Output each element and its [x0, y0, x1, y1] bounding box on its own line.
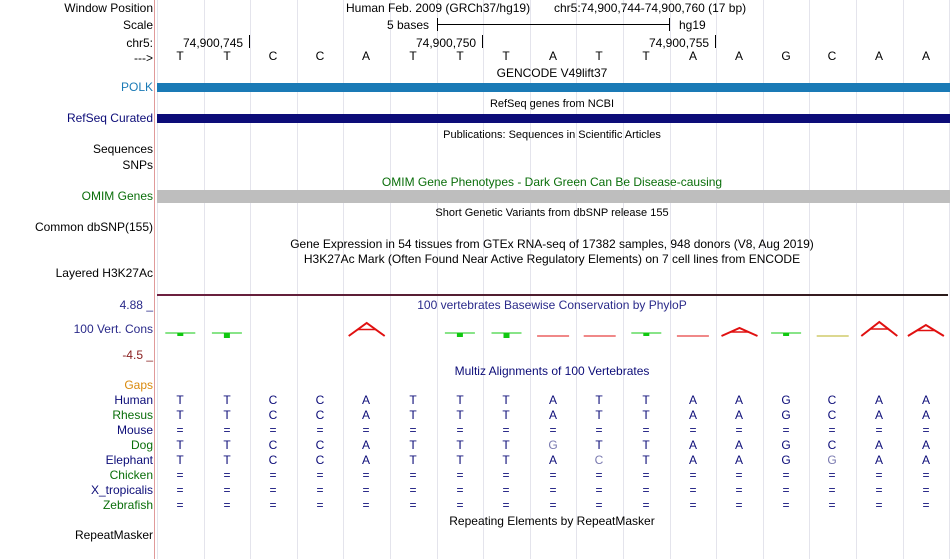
snps-label[interactable]: SNPs — [122, 158, 153, 172]
alignment-base: = — [595, 468, 603, 482]
alignment-base: = — [223, 423, 231, 437]
vert-cons-label[interactable]: 100 Vert. Cons — [73, 322, 153, 336]
alignment-base: T — [595, 408, 603, 422]
alignment-base: = — [689, 498, 697, 512]
alignment-base: = — [223, 468, 231, 482]
alignment-base: = — [176, 483, 184, 497]
alignment-base: = — [922, 483, 930, 497]
alignment-base: = — [875, 468, 883, 482]
base-letter: A — [734, 49, 743, 63]
scale-db: hg19 — [679, 18, 706, 32]
alignment-base: A — [361, 438, 370, 452]
alignment-base: A — [734, 393, 743, 407]
alignment-base: A — [874, 438, 883, 452]
position-label-1: 74,900,745 — [183, 36, 244, 50]
gaps-label[interactable]: Gaps — [124, 378, 153, 392]
alignment-base: C — [268, 438, 278, 452]
phylop-conservation-plot — [0, 318, 950, 358]
position-label-3: 74,900,755 — [649, 36, 710, 50]
alignment-base: T — [595, 438, 603, 452]
base-letter: T — [502, 49, 510, 63]
alignment-base: = — [176, 423, 184, 437]
alignment-base: = — [642, 468, 650, 482]
phylop-score-bar — [504, 333, 510, 338]
species-label-x-tropicalis[interactable]: X_tropicalis — [90, 483, 153, 497]
base-letter: T — [223, 49, 231, 63]
alignment-base: = — [409, 423, 417, 437]
alignment-base: = — [735, 423, 743, 437]
alignment-base: A — [921, 393, 930, 407]
alignment-base: A — [734, 408, 743, 422]
alignment-base: = — [456, 423, 464, 437]
alignment-base: T — [502, 453, 510, 467]
alignment-base: = — [502, 483, 510, 497]
alignment-base: = — [735, 483, 743, 497]
alignment-base: T — [176, 408, 184, 422]
sequences-label[interactable]: Sequences — [92, 142, 153, 156]
alignment-base: = — [223, 483, 231, 497]
scale-bar-left-tick — [437, 18, 438, 31]
omim-label[interactable]: OMIM Genes — [81, 189, 153, 203]
window-position-label: Window Position — [64, 1, 153, 15]
alignment-base: A — [361, 408, 370, 422]
alignment-base: C — [594, 453, 604, 467]
gtex-track-title: Gene Expression in 54 tissues from GTEx RNA-seq of 17382 samples, 948 donors (V8, Aug 2019) — [290, 237, 814, 251]
multiz-track-title: Multiz Alignments of 100 Vertebrates — [454, 364, 650, 378]
alignment-base: = — [316, 468, 324, 482]
alignment-base: G — [781, 438, 791, 452]
alignment-base: = — [689, 468, 697, 482]
alignment-base: = — [362, 423, 370, 437]
h3k27ac-track-title: H3K27Ac Mark (Often Found Near Active Regulatory Elements) on 7 cell lines from ENCODE — [303, 252, 801, 266]
alignment-base: T — [502, 393, 510, 407]
scale-label: Scale — [122, 18, 153, 32]
base-letter: T — [456, 49, 464, 63]
alignment-base: C — [268, 393, 278, 407]
alignment-base: = — [456, 468, 464, 482]
alignment-base: = — [502, 423, 510, 437]
alignment-base: T — [223, 453, 231, 467]
alignment-base: T — [642, 438, 650, 452]
alignment-base: T — [456, 408, 464, 422]
omim-track-title: OMIM Gene Phenotypes - Dark Green Can Be Disease-causing — [381, 175, 723, 189]
alignment-base: = — [549, 483, 557, 497]
alignment-base: = — [223, 498, 231, 512]
scale-bar-right-tick — [669, 18, 670, 31]
publications-track-title: Publications: Sequences in Scientific Articles — [443, 129, 661, 141]
alignment-base: C — [315, 408, 325, 422]
alignment-base: T — [409, 408, 417, 422]
alignment-base: A — [548, 393, 557, 407]
phylop-ymin-label: -4.5 _ — [122, 348, 153, 362]
alignment-base: A — [874, 408, 883, 422]
alignment-base: = — [502, 468, 510, 482]
alignment-base: C — [315, 438, 325, 452]
alignment-base: T — [642, 408, 650, 422]
strand-label: ---> — [134, 51, 153, 65]
species-label-rhesus[interactable]: Rhesus — [112, 408, 153, 422]
alignment-base: C — [315, 453, 325, 467]
h3k27ac-signal-line — [157, 294, 948, 296]
alignment-base: = — [409, 483, 417, 497]
alignment-base: A — [361, 393, 370, 407]
alignment-base: T — [409, 453, 417, 467]
alignment-base: = — [176, 468, 184, 482]
alignment-base: T — [502, 438, 510, 452]
alignment-base: T — [642, 393, 650, 407]
alignment-base: = — [269, 468, 277, 482]
alignment-base: A — [874, 393, 883, 407]
alignment-base: A — [361, 453, 370, 467]
phylop-score-bar — [177, 333, 183, 336]
alignment-base: = — [409, 498, 417, 512]
alignment-base: A — [688, 408, 697, 422]
base-letter: T — [595, 49, 603, 63]
position-tick-3 — [715, 35, 716, 48]
base-letter: T — [176, 49, 184, 63]
alignment-base: = — [875, 483, 883, 497]
base-letter: G — [781, 49, 791, 63]
assembly-text: Human Feb. 2009 (GRCh37/hg19) — [346, 1, 531, 15]
alignment-base: G — [781, 393, 791, 407]
alignment-base: C — [268, 453, 278, 467]
alignment-base: A — [874, 453, 883, 467]
alignment-base: = — [642, 483, 650, 497]
alignment-base: T — [176, 438, 184, 452]
chrom-label: chr5: — [126, 36, 153, 50]
alignment-base: T — [409, 438, 417, 452]
scale-bar — [437, 24, 670, 25]
alignment-base: = — [642, 423, 650, 437]
alignment-base: = — [782, 483, 790, 497]
alignment-base: G — [781, 408, 791, 422]
alignment-base: T — [176, 453, 184, 467]
alignment-base: = — [922, 498, 930, 512]
gencode-track-title: GENCODE V49lift37 — [496, 66, 608, 80]
base-letter: C — [268, 49, 278, 63]
alignment-base: C — [827, 438, 837, 452]
alignment-base: = — [549, 423, 557, 437]
alignment-base: T — [456, 438, 464, 452]
refseq-track-title: RefSeq genes from NCBI — [489, 98, 615, 110]
phylop-track-title: 100 vertebrates Basewise Conservation by PhyloP — [417, 298, 687, 312]
alignment-base: = — [176, 498, 184, 512]
position-text[interactable]: chr5:74,900,744-74,900,760 (17 bp) — [554, 1, 747, 15]
alignment-base: = — [549, 498, 557, 512]
alignment-base: = — [269, 498, 277, 512]
dbsnp-track-title: Short Genetic Variants from dbSNP release 155 — [435, 207, 669, 219]
species-label-human[interactable]: Human — [114, 393, 153, 407]
alignment-base: G — [827, 453, 837, 467]
alignment-base: G — [781, 453, 791, 467]
alignment-base: = — [362, 483, 370, 497]
alignment-base: T — [409, 393, 417, 407]
phylop-score-bar — [457, 333, 463, 337]
refseq-label[interactable]: RefSeq Curated — [66, 111, 153, 125]
alignment-base: = — [316, 483, 324, 497]
species-label-chicken[interactable]: Chicken — [109, 468, 153, 482]
alignment-base: T — [642, 453, 650, 467]
polk-label[interactable]: POLK — [120, 80, 153, 94]
alignment-base: C — [827, 408, 837, 422]
omim-gene-bar[interactable] — [157, 190, 950, 203]
alignment-base: A — [734, 453, 743, 467]
base-letter: C — [315, 49, 325, 63]
alignment-base: = — [922, 468, 930, 482]
alignment-base: A — [734, 438, 743, 452]
alignment-base: C — [315, 393, 325, 407]
phylop-score-bar — [783, 333, 789, 336]
alignment-base: T — [456, 393, 464, 407]
alignment-base: T — [456, 453, 464, 467]
alignment-base: = — [828, 498, 836, 512]
alignment-base: A — [921, 408, 930, 422]
alignment-base: = — [362, 468, 370, 482]
alignment-base: = — [316, 423, 324, 437]
position-label-2: 74,900,750 — [416, 36, 477, 50]
alignment-base: A — [688, 393, 697, 407]
dbsnp-label[interactable]: Common dbSNP(155) — [34, 220, 153, 234]
alignment-base: = — [362, 498, 370, 512]
base-letter: A — [921, 49, 930, 63]
phylop-score-bar — [643, 333, 649, 336]
alignment-base: A — [548, 408, 557, 422]
alignment-base: = — [735, 468, 743, 482]
alignment-base: T — [502, 408, 510, 422]
alignment-base: A — [688, 438, 697, 452]
phylop-score-bar — [224, 333, 230, 338]
alignment-base: T — [223, 393, 231, 407]
alignment-base: = — [502, 498, 510, 512]
repeatmasker-track-title: Repeating Elements by RepeatMasker — [449, 514, 655, 528]
position-tick-2 — [482, 35, 483, 48]
alignment-base: = — [828, 468, 836, 482]
species-label-mouse[interactable]: Mouse — [116, 423, 153, 437]
base-letter: C — [827, 49, 837, 63]
alignment-base: = — [782, 498, 790, 512]
species-label-elephant[interactable]: Elephant — [105, 453, 153, 467]
base-letter: A — [548, 49, 557, 63]
position-tick-1 — [249, 35, 250, 48]
repeatmasker-label[interactable]: RepeatMasker — [74, 528, 153, 542]
refseq-gene-bar[interactable] — [157, 114, 950, 123]
alignment-base: T — [223, 408, 231, 422]
h3k27ac-label[interactable]: Layered H3K27Ac — [55, 266, 153, 280]
alignment-base: = — [269, 423, 277, 437]
alignment-base: = — [456, 498, 464, 512]
alignment-base: = — [549, 468, 557, 482]
base-letter: T — [642, 49, 650, 63]
alignment-base: = — [922, 423, 930, 437]
label-column-divider — [154, 0, 155, 559]
alignment-base: = — [782, 468, 790, 482]
alignment-base: = — [456, 483, 464, 497]
species-label-zebrafish[interactable]: Zebrafish — [102, 498, 153, 512]
alignment-base: = — [595, 483, 603, 497]
alignment-base: A — [921, 438, 930, 452]
alignment-base: = — [875, 498, 883, 512]
scale-text: 5 bases — [387, 18, 430, 32]
polk-gene-bar[interactable] — [157, 83, 950, 92]
alignment-base: = — [828, 483, 836, 497]
alignment-base: = — [642, 498, 650, 512]
alignment-base: = — [828, 423, 836, 437]
alignment-base: = — [689, 483, 697, 497]
alignment-base: T — [176, 393, 184, 407]
alignment-base: = — [595, 498, 603, 512]
alignment-base: = — [316, 498, 324, 512]
alignment-base: = — [689, 423, 697, 437]
alignment-base: T — [223, 438, 231, 452]
species-label-dog[interactable]: Dog — [130, 438, 153, 452]
alignment-base: = — [595, 423, 603, 437]
alignment-base: = — [269, 483, 277, 497]
alignment-base: G — [548, 438, 558, 452]
alignment-base: A — [688, 453, 697, 467]
alignment-base: C — [268, 408, 278, 422]
phylop-ymax-label: 4.88 _ — [119, 298, 153, 312]
alignment-base: A — [921, 453, 930, 467]
alignment-base: A — [548, 453, 557, 467]
alignment-base: = — [409, 468, 417, 482]
alignment-base: T — [595, 393, 603, 407]
alignment-base: = — [875, 423, 883, 437]
base-letter: A — [874, 49, 883, 63]
alignment-base: C — [827, 393, 837, 407]
base-letter: T — [409, 49, 417, 63]
alignment-base: = — [782, 423, 790, 437]
alignment-base: = — [735, 498, 743, 512]
base-letter: A — [361, 49, 370, 63]
base-letter: A — [688, 49, 697, 63]
